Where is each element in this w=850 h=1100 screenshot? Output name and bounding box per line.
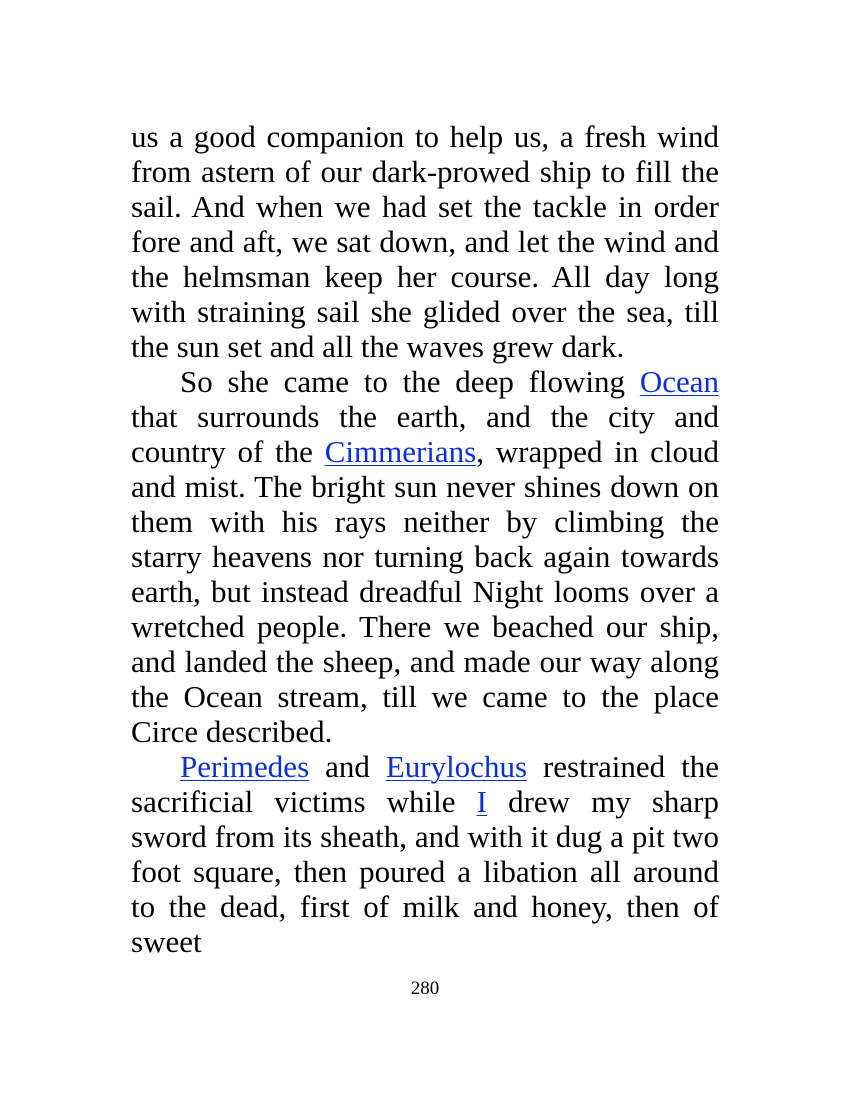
page-body: [131, 119, 719, 959]
paragraph-3-text-end: drew my sharp sword from its sheath, and with it dug a pit two foot square, then poured a libation all around to the dead, first of milk and honey, then of sweet: [131, 784, 719, 959]
eurylochus-link[interactable]: Eurylochus: [385, 749, 528, 784]
paragraph-3-text-middle: restrained the sacrificial victims while: [131, 749, 719, 819]
cimmerians-link[interactable]: Cimmerians: [324, 434, 477, 469]
perimedes-link[interactable]: Perimedes: [180, 749, 310, 784]
paragraph-2: [131, 364, 719, 749]
paragraph-1: [131, 119, 719, 364]
page-number: 280: [410, 978, 440, 999]
paragraph-2-text-start: So she came to the deep flowing: [180, 364, 640, 399]
paragraph-3-text-start: and: [309, 749, 386, 784]
paragraph-3: [131, 749, 719, 959]
paragraph-2-text-middle: that surrounds the earth, and the city and country of the: [131, 399, 719, 469]
ocean-link[interactable]: Ocean: [639, 364, 719, 399]
paragraph-2-text-end: , wrapped in cloud and mist. The bright sun never shines down on them with his rays neither by climbing the starry heavens nor turning back again towards earth, but instead dreadful Night looms over a wretched people. There we beached our ship, and landed the sheep, and made our way along the Ocean stream, till we came to the place Circe described.: [131, 434, 719, 749]
paragraph-1-text: us a good companion to help us, a fresh wind from astern of our dark-prowed ship to fill the sail. And when we had set the tackle in order fore and aft, we sat down, and let the wind and the helmsman keep her course. All day long with straining sail she glided over the sea, till the sun set and all the waves grew dark.: [131, 119, 719, 364]
i-link[interactable]: I: [476, 784, 487, 819]
